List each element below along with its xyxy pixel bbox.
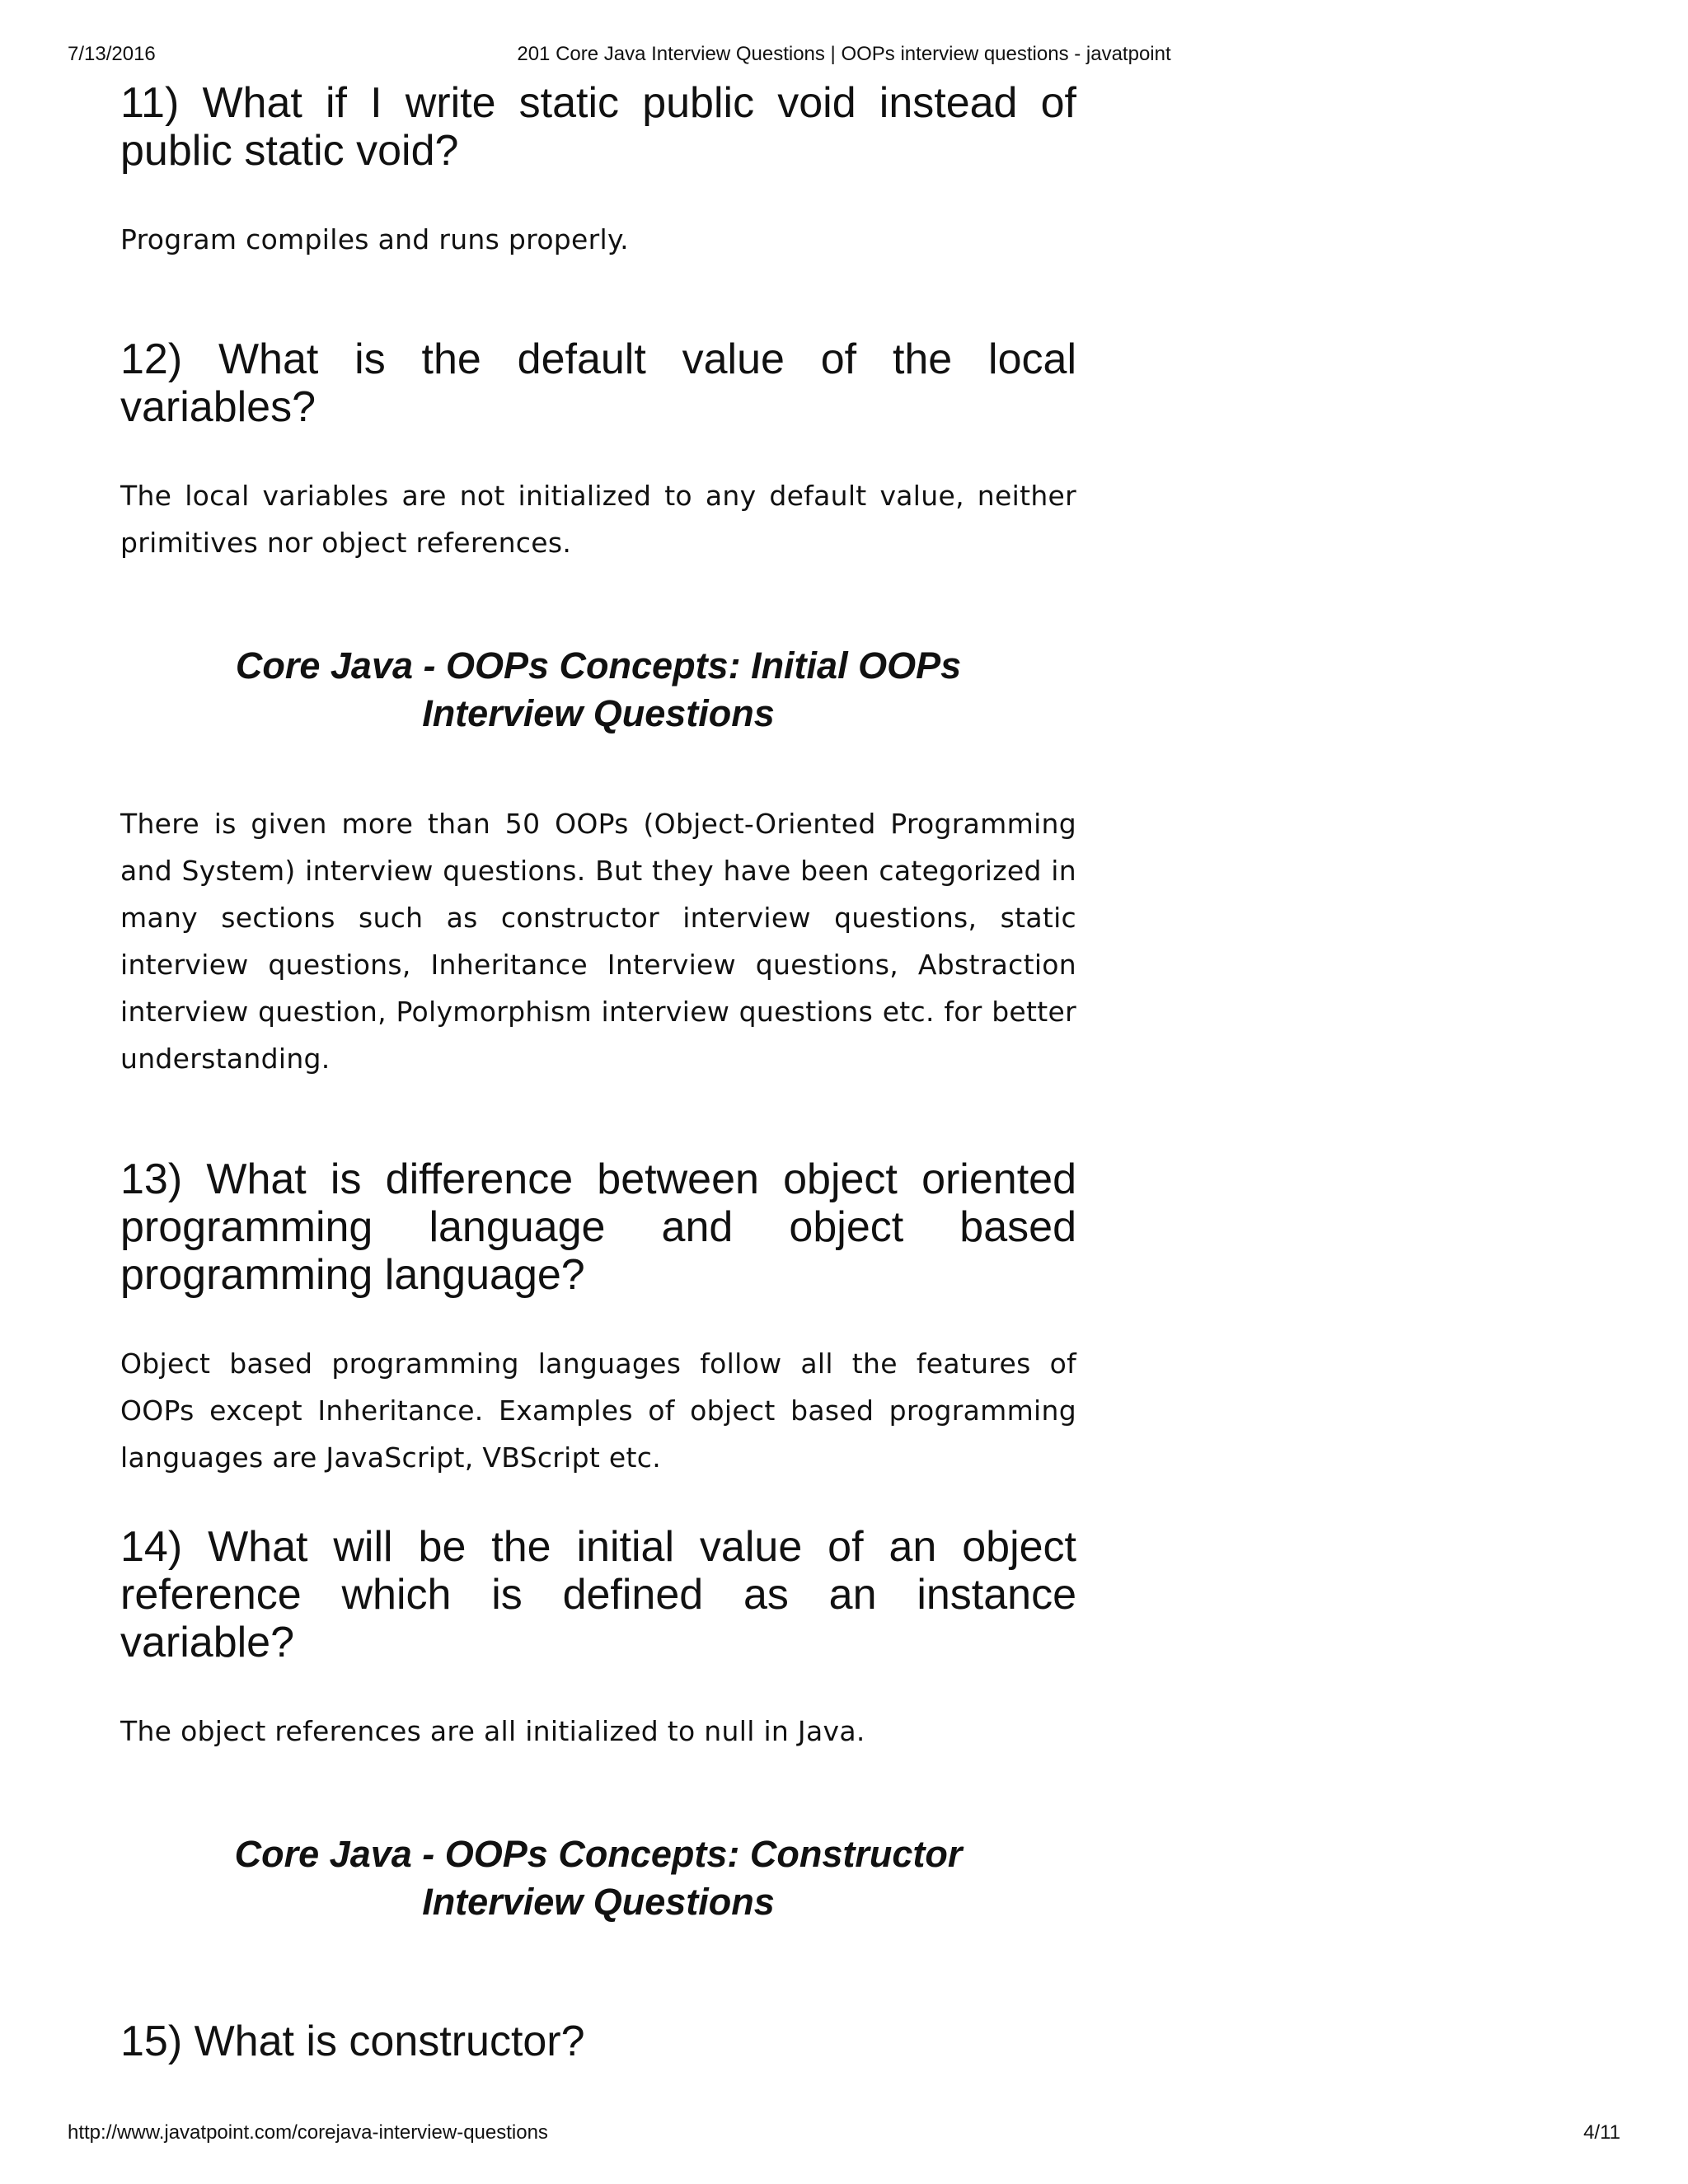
question-heading: 13) What is difference between object oriented programming language and object based programming language? (120, 1155, 1076, 1299)
question-13 (120, 1155, 1076, 1299)
question-15 (120, 2018, 1076, 2065)
section-title: Core Java - OOPs Concepts: Initial OOPs Interview Questions (235, 644, 962, 734)
section-intro (120, 800, 1076, 1082)
intro-text: There is given more than 50 OOPs (Object-Oriented Programming and System) interview questions. But they have been categorized in many sections such as constructor interview questions, static interview questions, Inheritance Interview questions, Abstraction interview question, Polymorphism interview questions etc. for better understanding. (120, 808, 1076, 1075)
answer-14 (120, 1708, 1076, 1755)
section-heading-constructor (120, 1830, 1076, 1926)
answer-text: Program compiles and runs properly. (120, 223, 629, 255)
question-12 (120, 335, 1076, 431)
page-footer (68, 2120, 1620, 2146)
question-14 (120, 1523, 1076, 1666)
answer-text: The object references are all initialized to null in Java. (120, 1715, 865, 1747)
answer-text: The local variables are not initialized to any default value, neither primitives nor object references. (120, 480, 1076, 559)
print-date: 7/13/2016 (68, 43, 156, 65)
document-title: 201 Core Java Interview Questions | OOPs interview questions - javatpoint (517, 43, 1171, 65)
page-header (68, 41, 1620, 68)
page-number: 4/11 (1583, 2121, 1620, 2144)
question-heading: 14) What will be the initial value of an object reference which is defined as an instance variable? (120, 1523, 1076, 1666)
question-heading: 12) What is the default value of the local variables? (120, 335, 1076, 431)
answer-11 (120, 216, 1076, 263)
answer-12 (120, 472, 1076, 566)
question-heading: 11) What if I write static public void instead of public static void? (120, 79, 1076, 175)
question-11 (120, 79, 1076, 175)
answer-13 (120, 1340, 1076, 1481)
section-heading-initial-oops (120, 642, 1076, 738)
section-title: Core Java - OOPs Concepts: Constructor Interview Questions (234, 1833, 963, 1923)
answer-text: Object based programming languages follow all the features of OOPs except Inheritance. Examples of object based programming languages are JavaScript, VBScript etc. (120, 1347, 1076, 1474)
question-heading: 15) What is constructor? (120, 2018, 585, 2065)
source-url: http://www.javatpoint.com/corejava-interview-questions (68, 2121, 548, 2144)
